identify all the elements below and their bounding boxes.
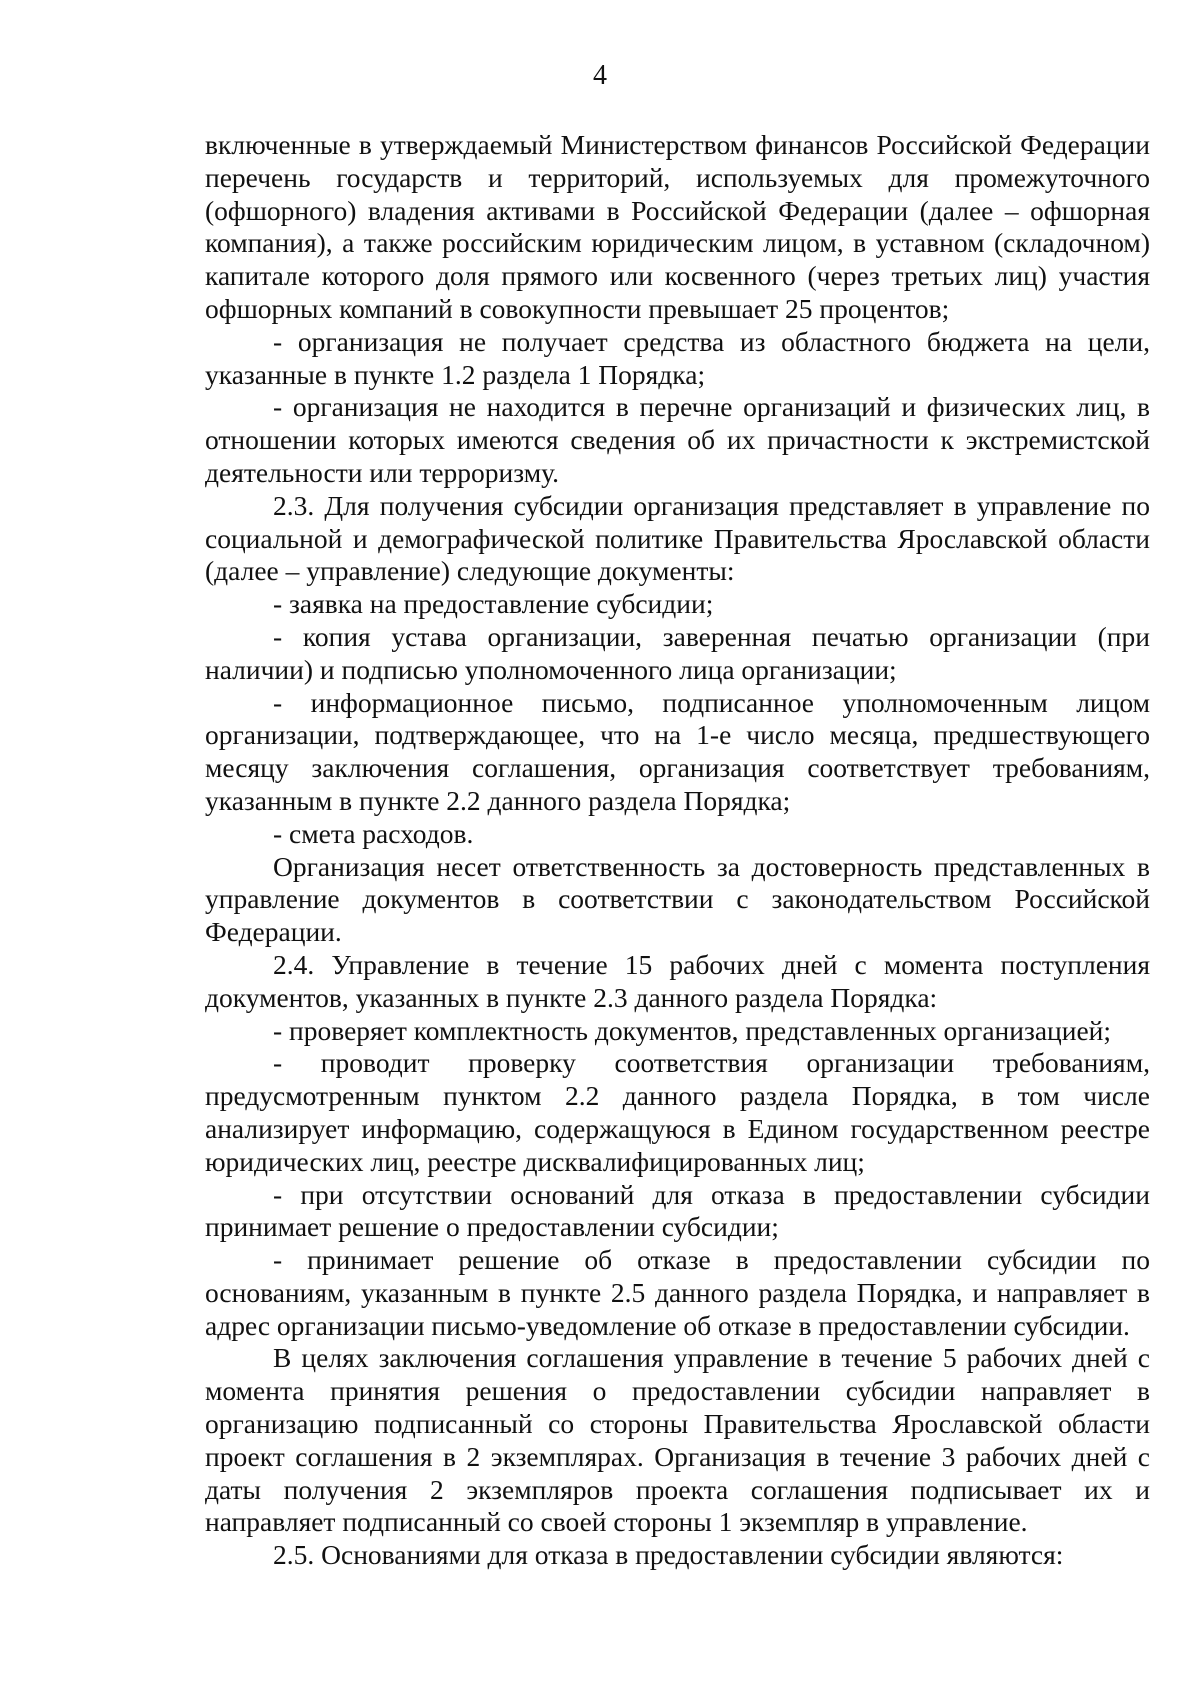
paragraph: - проверяет комплектность документов, представленных организацией; — [273, 1014, 1112, 1046]
paragraph: 2.5. Основаниями для отказа в предоставлении субсидии являются: — [273, 1539, 1064, 1571]
paragraph: - при отсутствии оснований для отказа в предоставлении субсидии принимает решение о предоставлении субсидии; — [205, 1178, 1150, 1243]
paragraph: - смета расходов. — [273, 817, 474, 849]
page-number: 4 — [593, 60, 607, 91]
paragraph: - организация не находится в перечне организаций и физических лиц, в отношении которых имеются сведения об их причастности к экстремистской деятельности или терроризму. — [205, 391, 1150, 488]
paragraph: В целях заключения соглашения управление в течение 5 рабочих дней с момента принятия решения о предоставлении субсидии направляет в организацию подписанный со стороны Правительства Ярославской области проект соглашения в 2 экземплярах. Организация в течение 3 рабочих дней с даты получения 2 экземпляров проекта соглашения подписывает их и направляет подписанный со своей стороны 1 экземпляр в управление. — [205, 1342, 1150, 1538]
paragraph: - проводит проверку соответствия организации требованиям, предусмотренным пунктом 2.2 данного раздела Порядка, в том числе анализирует информацию, содержащуюся в Едином государственном реестре юридических лиц, реестре дисквалифицированных лиц; — [205, 1047, 1150, 1177]
paragraph: 2.4. Управление в течение 15 рабочих дней с момента поступления документов, указанных в пункте 2.3 данного раздела Порядка: — [205, 948, 1150, 1013]
paragraph: - копия устава организации, заверенная печатью организации (при наличии) и подписью уполномоченного лица организации; — [205, 620, 1150, 685]
paragraph: Организация несет ответственность за достоверность представленных в управление документов в соответствии с законодательством Российской Федерации. — [205, 850, 1150, 948]
paragraph: - информационное письмо, подписанное уполномоченным лицом организации, подтверждающее, что на 1-е число месяца, предшествующего месяцу заключения соглашения, организация соответствует требованиям, указанным в пункте 2.2 данного раздела Порядка; — [205, 686, 1150, 816]
paragraph: - принимает решение об отказе в предоставлении субсидии по основаниям, указанным в пункте 2.5 данного раздела Порядка, и направляет в адрес организации письмо-уведомление об отказе в предоставлении субсидии. — [205, 1244, 1150, 1341]
paragraph: включенные в утверждаемый Министерством финансов Российской Федерации перечень государств и территорий, используемых для промежуточного (офшорного) владения активами в Российской Федерации (далее – офшорная компания), а также российским юридическим лицом, в уставном (складочном) капитале которого доля прямого или косвенного (через третьих лиц) участия офшорных компаний в совокупности превышает 25 процентов; — [205, 129, 1150, 324]
document-body — [205, 129, 1150, 1572]
paragraph: 2.3. Для получения субсидии организация представляет в управление по социальной и демографической политике Правительства Ярославской области (далее – управление) следующие документы: — [205, 489, 1150, 587]
paragraph: - организация не получает средства из областного бюджета на цели, указанные в пункте 1.2 раздела 1 Порядка; — [205, 325, 1150, 390]
paragraph: - заявка на предоставление субсидии; — [273, 588, 714, 620]
